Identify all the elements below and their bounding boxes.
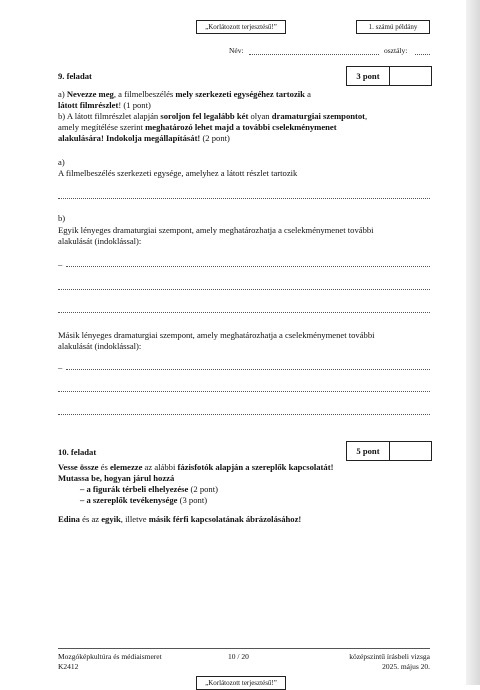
task10-line1: Vesse össze és elemezze az alábbi fázisfotók alapján a szereplők kapcsolatát! (58, 462, 334, 472)
subtask-b-prompt1-line2: alakulását (indoklással): (58, 236, 142, 246)
answer-line-a[interactable] (58, 198, 430, 199)
footer-confidential-label: „Korlátozott terjesztésű!” (205, 679, 277, 687)
answer-line-b1-3[interactable] (58, 312, 430, 313)
answer-line-b2-3[interactable] (58, 414, 430, 415)
task10-item2: – a szereplők tevékenysége (3 pont) (80, 495, 208, 505)
answer-dash-2: – (58, 362, 63, 372)
task9-instruction-a-line2: látott filmrészlet! (1 pont) (58, 100, 151, 110)
footer-subject: Mozgóképkultúra és médiaismeret (58, 652, 162, 661)
task9-instruction-b-line2: amely megítélése szerint meghatározó lehet majd a további cselekménymenet (58, 122, 337, 132)
copy-number-box (356, 20, 430, 34)
task10-title: 10. feladat (58, 447, 97, 457)
answer-line-b1-2[interactable] (58, 289, 430, 290)
footer-rule (58, 648, 430, 649)
subtask-b-label: b) (58, 213, 66, 223)
subtask-a-prompt: A filmelbeszélés szerkezeti egysége, amelyhez a látott részlet tartozik (58, 168, 298, 178)
subtask-a-label: a) (58, 157, 65, 167)
name-label: Név: (229, 46, 244, 55)
task9-points-box (346, 66, 432, 86)
confidential-label: „Korlátozott terjesztésű!” (205, 23, 277, 31)
class-label: osztály: (384, 46, 408, 55)
class-field[interactable] (415, 54, 430, 55)
copy-number-label: 1. számú példány (368, 23, 418, 31)
subtask-b-prompt2-line1: Másik lényeges dramaturgiai szempont, amely meghatározhatja a cselekménymenet további (58, 330, 375, 340)
answer-line-b1-1[interactable] (66, 266, 430, 267)
name-field[interactable] (249, 54, 379, 55)
task10-item1: – a figurák térbeli elhelyezése (2 pont) (80, 484, 218, 494)
task9-instruction-b-line1: b) A látott filmrészlet alapján soroljon fel legalább két olyan dramaturgiai szempontot, (58, 111, 368, 121)
footer-page-number: 10 / 20 (228, 652, 249, 661)
task9-instruction-a-line1: a) Nevezze meg, a filmelbeszélés mely szerkezeti egységéhez tartozik a (58, 89, 311, 99)
task9-points: 3 pont (347, 67, 390, 85)
task10-line2: Mutassa be, hogyan járul hozzá (58, 473, 175, 483)
page-edge-shadow (466, 0, 480, 685)
task10-points-box (346, 441, 432, 461)
subtask-b-prompt2-line2: alakulását (indoklással): (58, 341, 142, 351)
task9-instruction-b-line3: alakulására! Indokolja megállapítását! (2 pont) (58, 133, 230, 143)
footer-confidential-box (196, 676, 286, 690)
task10-points: 5 pont (347, 442, 390, 460)
footer-level: középszintű írásbeli vizsga (349, 652, 430, 661)
footer-code: K2412 (58, 662, 79, 671)
task10-line5: Edina és az egyik, illetve másik férfi kapcsolatának ábrázolásához! (58, 514, 302, 524)
confidential-box (196, 20, 286, 34)
answer-line-b2-1[interactable] (66, 369, 430, 370)
task9-title: 9. feladat (58, 71, 92, 81)
answer-dash-1: – (58, 259, 63, 269)
subtask-b-prompt1-line1: Egyik lényeges dramaturgiai szempont, amely meghatározhatja a cselekménymenet további (58, 225, 374, 235)
answer-line-b2-2[interactable] (58, 391, 430, 392)
footer-date: 2025. május 20. (382, 662, 430, 671)
